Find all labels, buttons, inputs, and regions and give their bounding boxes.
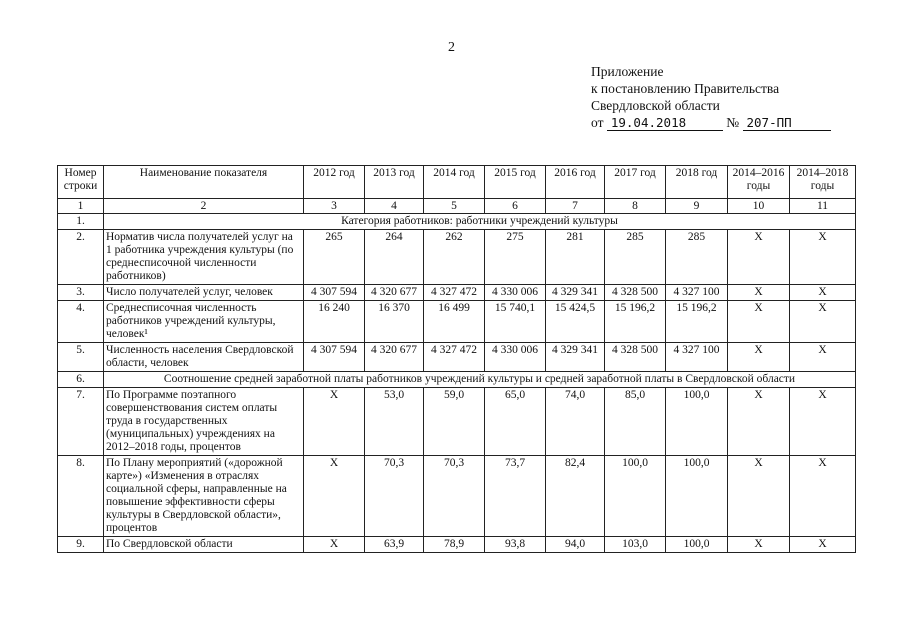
value-cell: 15 196,2 bbox=[605, 301, 666, 343]
value-cell: 275 bbox=[485, 230, 546, 285]
section-row bbox=[58, 372, 856, 388]
row-number: 2. bbox=[58, 230, 104, 285]
section-title: Соотношение средней заработной платы работников учреждений культуры и средней заработной платы в Свердловской области bbox=[104, 372, 856, 388]
table-row bbox=[58, 388, 856, 456]
value-cell: X bbox=[728, 230, 790, 285]
value-cell: 70,3 bbox=[365, 456, 424, 537]
value-cell: 103,0 bbox=[605, 537, 666, 553]
value-cell: 59,0 bbox=[424, 388, 485, 456]
value-cell: X bbox=[728, 301, 790, 343]
indicator-name: Норматив числа получателей услуг на 1 работника учреждения культуры (по среднесписочной численности работников) bbox=[104, 230, 304, 285]
value-cell: X bbox=[790, 285, 856, 301]
column-header: 2013 год bbox=[365, 166, 424, 199]
value-cell: 73,7 bbox=[485, 456, 546, 537]
row-number: 5. bbox=[58, 343, 104, 372]
indicator-name: По Программе поэтапного совершенствования систем оплаты труда в государственных (муниципальных) учреждениях на 2012–2018 годы, процентов bbox=[104, 388, 304, 456]
value-cell: 4 327 100 bbox=[666, 285, 728, 301]
value-cell: 94,0 bbox=[546, 537, 605, 553]
value-cell: 4 327 100 bbox=[666, 343, 728, 372]
value-cell: X bbox=[790, 537, 856, 553]
decree-date-line bbox=[591, 114, 831, 131]
value-cell: 65,0 bbox=[485, 388, 546, 456]
value-cell: X bbox=[728, 285, 790, 301]
value-cell: X bbox=[728, 388, 790, 456]
value-cell: X bbox=[790, 343, 856, 372]
header-row bbox=[58, 166, 856, 199]
indicator-name: Среднесписочная численность работников учреждений культуры, человек¹ bbox=[104, 301, 304, 343]
column-header: 2014 год bbox=[424, 166, 485, 199]
value-cell: X bbox=[728, 343, 790, 372]
value-cell: 4 327 472 bbox=[424, 285, 485, 301]
value-cell: 265 bbox=[304, 230, 365, 285]
value-cell: 4 320 677 bbox=[365, 343, 424, 372]
indicators-table bbox=[57, 165, 856, 553]
column-number: 7 bbox=[546, 199, 605, 214]
appendix-line: Приложение bbox=[591, 64, 664, 79]
value-cell: 16 240 bbox=[304, 301, 365, 343]
row-number: 6. bbox=[58, 372, 104, 388]
column-header: Наименование показателя bbox=[104, 166, 304, 199]
value-cell: 74,0 bbox=[546, 388, 605, 456]
value-cell: X bbox=[790, 456, 856, 537]
value-cell: 15 196,2 bbox=[666, 301, 728, 343]
table-row bbox=[58, 230, 856, 285]
column-header: 2016 год bbox=[546, 166, 605, 199]
row-number: 7. bbox=[58, 388, 104, 456]
table-body bbox=[58, 214, 856, 553]
value-cell: 281 bbox=[546, 230, 605, 285]
value-cell: X bbox=[304, 537, 365, 553]
value-cell: 4 330 006 bbox=[485, 285, 546, 301]
value-cell: 285 bbox=[666, 230, 728, 285]
value-cell: 100,0 bbox=[666, 456, 728, 537]
indicator-name: По Свердловской области bbox=[104, 537, 304, 553]
table-row bbox=[58, 343, 856, 372]
date-prefix: от bbox=[591, 115, 604, 130]
column-number: 11 bbox=[790, 199, 856, 214]
value-cell: 93,8 bbox=[485, 537, 546, 553]
value-cell: 16 499 bbox=[424, 301, 485, 343]
decree-number: 207-ПП bbox=[743, 115, 831, 131]
value-cell: 264 bbox=[365, 230, 424, 285]
value-cell: X bbox=[790, 301, 856, 343]
table-row bbox=[58, 301, 856, 343]
page-number: 2 bbox=[448, 40, 455, 55]
column-number: 4 bbox=[365, 199, 424, 214]
value-cell: 16 370 bbox=[365, 301, 424, 343]
column-header: 2014–2018 годы bbox=[790, 166, 856, 199]
value-cell: 15 424,5 bbox=[546, 301, 605, 343]
column-number: 8 bbox=[605, 199, 666, 214]
column-number: 10 bbox=[728, 199, 790, 214]
decree-date: 19.04.2018 bbox=[607, 115, 723, 131]
value-cell: X bbox=[790, 230, 856, 285]
indicator-name: По Плану мероприятий («дорожной карте») «Изменения в отраслях социальной сферы, направленные на повышение эффективности сферы культуры в Свердловской области», процентов bbox=[104, 456, 304, 537]
column-header: 2017 год bbox=[605, 166, 666, 199]
value-cell: 262 bbox=[424, 230, 485, 285]
indicator-name: Численность населения Свердловской области, человек bbox=[104, 343, 304, 372]
value-cell: 285 bbox=[605, 230, 666, 285]
value-cell: 4 330 006 bbox=[485, 343, 546, 372]
value-cell: 100,0 bbox=[666, 388, 728, 456]
row-number: 9. bbox=[58, 537, 104, 553]
column-header: 2018 год bbox=[666, 166, 728, 199]
row-number: 3. bbox=[58, 285, 104, 301]
column-number: 5 bbox=[424, 199, 485, 214]
column-header: 2012 год bbox=[304, 166, 365, 199]
value-cell: 70,3 bbox=[424, 456, 485, 537]
value-cell: 4 327 472 bbox=[424, 343, 485, 372]
column-number: 3 bbox=[304, 199, 365, 214]
value-cell: 53,0 bbox=[365, 388, 424, 456]
section-title: Категория работников: работники учреждений культуры bbox=[104, 214, 856, 230]
value-cell: 100,0 bbox=[605, 456, 666, 537]
appendix-block bbox=[591, 63, 831, 131]
table-row bbox=[58, 285, 856, 301]
column-number: 1 bbox=[58, 199, 104, 214]
value-cell: X bbox=[304, 388, 365, 456]
row-number: 4. bbox=[58, 301, 104, 343]
value-cell: 4 320 677 bbox=[365, 285, 424, 301]
value-cell: 100,0 bbox=[666, 537, 728, 553]
column-number-row bbox=[58, 199, 856, 214]
value-cell: 78,9 bbox=[424, 537, 485, 553]
value-cell: 4 329 341 bbox=[546, 343, 605, 372]
value-cell: 4 329 341 bbox=[546, 285, 605, 301]
section-row bbox=[58, 214, 856, 230]
column-header: 2014–2016 годы bbox=[728, 166, 790, 199]
value-cell: 4 328 500 bbox=[605, 343, 666, 372]
table-row bbox=[58, 537, 856, 553]
value-cell: 82,4 bbox=[546, 456, 605, 537]
value-cell: X bbox=[728, 537, 790, 553]
appendix-line: Свердловской области bbox=[591, 98, 720, 113]
value-cell: 63,9 bbox=[365, 537, 424, 553]
column-header: Номер строки bbox=[58, 166, 104, 199]
table-row bbox=[58, 456, 856, 537]
value-cell: X bbox=[790, 388, 856, 456]
value-cell: 4 307 594 bbox=[304, 285, 365, 301]
column-header: 2015 год bbox=[485, 166, 546, 199]
column-number: 2 bbox=[104, 199, 304, 214]
column-number: 9 bbox=[666, 199, 728, 214]
number-prefix: № bbox=[726, 115, 740, 130]
value-cell: 85,0 bbox=[605, 388, 666, 456]
value-cell: X bbox=[728, 456, 790, 537]
indicator-name: Число получателей услуг, человек bbox=[104, 285, 304, 301]
appendix-line: к постановлению Правительства bbox=[591, 81, 780, 96]
value-cell: 4 307 594 bbox=[304, 343, 365, 372]
row-number: 1. bbox=[58, 214, 104, 230]
value-cell: X bbox=[304, 456, 365, 537]
value-cell: 15 740,1 bbox=[485, 301, 546, 343]
row-number: 8. bbox=[58, 456, 104, 537]
value-cell: 4 328 500 bbox=[605, 285, 666, 301]
column-number: 6 bbox=[485, 199, 546, 214]
